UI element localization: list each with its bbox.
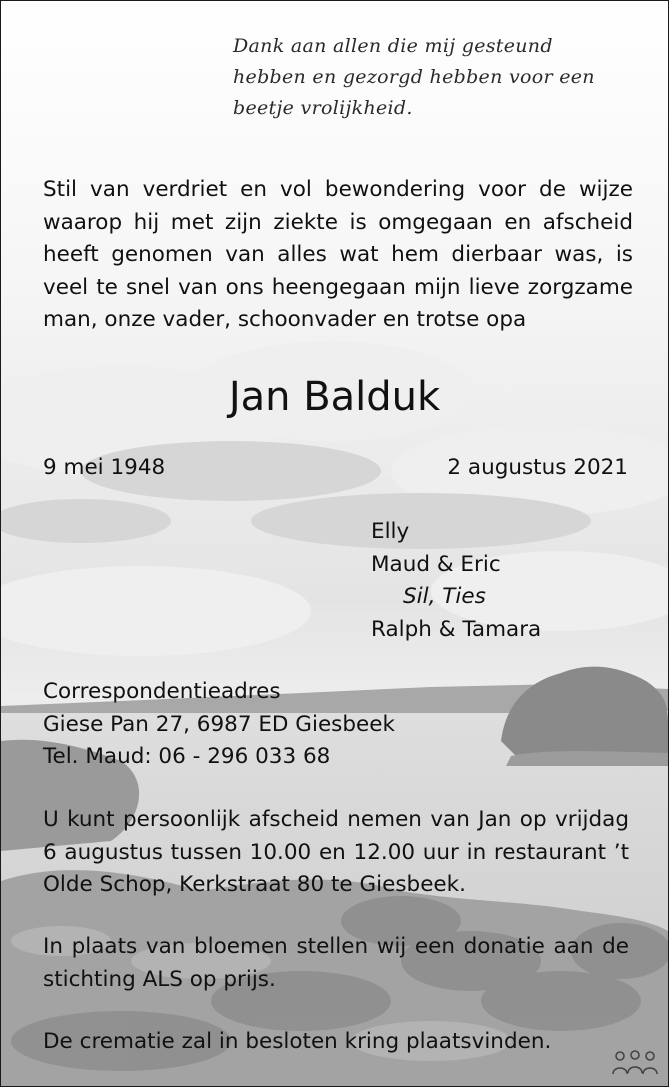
family-grandchildren: Sil, Ties (403, 584, 486, 609)
donation-paragraph: In plaats van bloemen stellen wij een donatie aan de stichting ALS op prijs. (43, 934, 629, 992)
family-child: Ralph & Tamara (371, 616, 542, 642)
handwritten-line: Dank aan allen die mij gesteund (233, 35, 553, 57)
address-phone: Tel. Maud: 06 - 296 033 68 (43, 744, 331, 769)
farewell-paragraph: U kunt persoonlijk afscheid nemen van Jan op vrijdag 6 augustus tussen 10.00 en 12.00 uur in restaurant ’t Olde Schop, Kerkstraat 80 te Giesbeek. (43, 807, 629, 897)
landscape-background (1, 1, 668, 1086)
death-date: 2 augustus 2021 (447, 455, 628, 480)
handwritten-note (233, 31, 633, 124)
address-heading: Correspondentieadres (43, 679, 281, 704)
handwritten-line: hebben en gezorgd hebben voor een (233, 66, 595, 88)
family-list (371, 516, 541, 646)
intro-text (43, 174, 633, 337)
publisher-logo-icon (610, 1048, 660, 1078)
birth-date: 9 mei 1948 (43, 455, 166, 480)
family-child: Maud & Eric (371, 551, 501, 577)
handwritten-line: beetje vrolijkheid. (233, 97, 413, 119)
cremation-paragraph: De crematie zal in besloten kring plaatsvinden. (43, 1029, 552, 1054)
correspondence-address (43, 676, 395, 774)
intro-paragraph: Stil van verdriet en vol bewondering voor de wijze waarop hij met zijn ziekte is omgegaan en afscheid heeft genomen van alles wat hem dierbaar was, is veel te snel van ons heengegaan mijn lieve zorgzame man, onze vader, schoonvader en trotse opa (43, 177, 633, 332)
address-street: Giese Pan 27, 6987 ED Giesbeek (43, 711, 395, 737)
deceased-name: Jan Balduk (228, 374, 441, 420)
family-spouse: Elly (371, 519, 410, 544)
